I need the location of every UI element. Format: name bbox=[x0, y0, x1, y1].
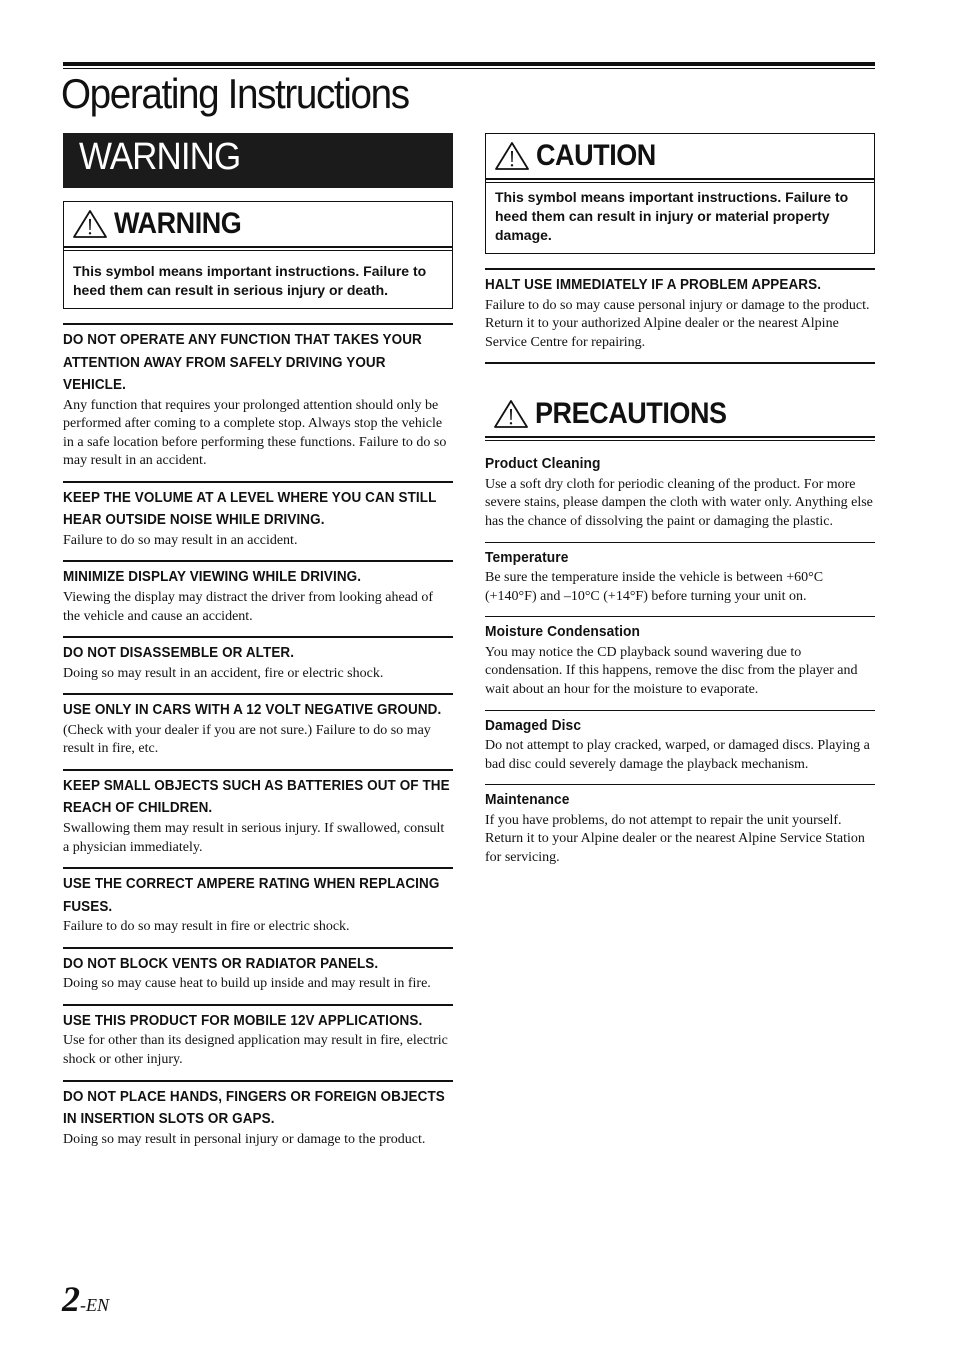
precaution-item-heading: Temperature bbox=[485, 549, 569, 566]
warning-item bbox=[63, 323, 453, 471]
warning-item-heading: USE ONLY IN CARS WITH A 12 VOLT NEGATIVE GROUND. bbox=[63, 702, 442, 719]
warning-item bbox=[63, 560, 453, 626]
precautions-header bbox=[485, 392, 875, 438]
caution-item-body: Failure to do so may cause personal injury or damage to the product. Return it to your authorized Alpine dealer or the nearest Alpine Service Centre for repairing. bbox=[485, 297, 870, 350]
precaution-item bbox=[485, 784, 875, 867]
warning-item-body: Doing so may cause heat to build up inside and may result in fire. bbox=[63, 976, 431, 992]
top-rule-thin bbox=[63, 68, 875, 69]
warning-item-heading: DO NOT OPERATE ANY FUNCTION THAT TAKES YOUR ATTENTION AWAY FROM SAFELY DRIVING YOUR VEHICLE. bbox=[63, 332, 422, 393]
precaution-item-heading: Product Cleaning bbox=[485, 456, 601, 473]
caution-symbol-text: This symbol means important instructions. Failure to heed them can result in injury or material property damage. bbox=[495, 189, 849, 243]
right-column bbox=[485, 133, 875, 868]
warning-banner bbox=[63, 133, 453, 188]
precaution-item-heading: Maintenance bbox=[485, 792, 570, 809]
warning-item-heading: MINIMIZE DISPLAY VIEWING WHILE DRIVING. bbox=[63, 569, 362, 586]
precaution-item-body: Do not attempt to play cracked, warped, or damaged discs. Playing a bad disc could severely damage the playback mechanism. bbox=[485, 738, 870, 772]
warning-symbol-text: This symbol means important instructions. Failure to heed them can result in serious injury or death. bbox=[73, 263, 427, 298]
top-rule bbox=[63, 62, 875, 66]
warning-item-body: Any function that requires your prolonged attention should only be performed after coming to a complete stop. Always stop the vehicle in a safe location before performing these functions. Failure to do so may result in an accident. bbox=[63, 397, 447, 469]
warning-triangle-icon bbox=[493, 399, 529, 429]
caution-end-rule bbox=[485, 362, 875, 364]
warning-symbol-heading: WARNING bbox=[114, 207, 242, 240]
left-column bbox=[63, 133, 453, 1149]
precaution-item-heading: Damaged Disc bbox=[485, 717, 582, 734]
warning-item bbox=[63, 693, 453, 759]
warning-item-heading: KEEP THE VOLUME AT A LEVEL WHERE YOU CAN STILL HEAR OUTSIDE NOISE WHILE DRIVING. bbox=[63, 489, 437, 529]
precautions-heading: PRECAUTIONS bbox=[535, 397, 727, 431]
warning-item-heading: DO NOT DISASSEMBLE OR ALTER. bbox=[63, 645, 295, 662]
caution-symbol-heading: CAUTION bbox=[536, 139, 656, 172]
warning-symbol-header bbox=[64, 202, 452, 248]
caution-item bbox=[485, 268, 875, 352]
warning-items-list bbox=[63, 323, 453, 1149]
warning-item-body: Doing so may result in personal injury or damage to the product. bbox=[63, 1131, 426, 1147]
warning-symbol-box bbox=[63, 201, 453, 309]
page-title: Operating Instructions bbox=[61, 70, 409, 117]
warning-item bbox=[63, 867, 453, 937]
precaution-item bbox=[485, 449, 875, 531]
warning-item-body: Swallowing them may result in serious injury. If swallowed, consult a physician immediately. bbox=[63, 820, 445, 855]
warning-item-body: Doing so may result in an accident, fire or electric shock. bbox=[63, 665, 384, 681]
warning-item-body: Use for other than its designed application may result in fire, electric shock or other injury. bbox=[63, 1033, 448, 1067]
page-number-value: 2 bbox=[62, 1279, 80, 1319]
caution-items-list bbox=[485, 268, 875, 352]
warning-item-body: Viewing the display may distract the driver from looking ahead of the vehicle and cause an accident. bbox=[63, 589, 434, 624]
warning-triangle-icon bbox=[494, 141, 530, 171]
warning-item-heading: DO NOT BLOCK VENTS OR RADIATOR PANELS. bbox=[63, 955, 379, 972]
warning-banner-label: WARNING bbox=[79, 136, 241, 178]
precaution-item bbox=[485, 616, 875, 699]
warning-item-heading: USE THE CORRECT AMPERE RATING WHEN REPLACING FUSES. bbox=[63, 876, 440, 915]
warning-item-body: (Check with your dealer if you are not sure.) Failure to do so may result in fire, etc. bbox=[63, 722, 431, 757]
warning-item bbox=[63, 481, 453, 551]
precaution-item-body: If you have problems, do not attempt to repair the unit yourself. Return it to your Alpine dealer or the nearest Alpine Service Station for servicing. bbox=[485, 812, 865, 865]
warning-item bbox=[63, 947, 453, 994]
precaution-item-body: Be sure the temperature inside the vehicle is between +60°C (+140°F) and –10°C (+14°F) before turning your unit on. bbox=[485, 570, 824, 604]
warning-item-body: Failure to do so may result in fire or electric shock. bbox=[63, 919, 350, 935]
precaution-item bbox=[485, 542, 875, 607]
page-number-suffix: -EN bbox=[80, 1295, 109, 1315]
page-number bbox=[62, 1278, 109, 1320]
precaution-item-body: Use a soft dry cloth for periodic cleaning of the product. For more severe stains, please dampen the cloth with water only. Anything else has the chance of dissolving the paint or damaging the plastic. bbox=[485, 476, 873, 529]
warning-item bbox=[63, 1080, 453, 1150]
precaution-item-body: You may notice the CD playback sound wavering due to condensation. If this happens, remove the disc from the player and wait about an hour for the moisture to evaporate. bbox=[485, 644, 858, 697]
precautions-list bbox=[485, 449, 875, 867]
warning-item-body: Failure to do so may result in an accident. bbox=[63, 532, 298, 548]
caution-symbol-header bbox=[486, 134, 874, 180]
warning-item-heading: DO NOT PLACE HANDS, FINGERS OR FOREIGN OBJECTS IN INSERTION SLOTS OR GAPS. bbox=[63, 1088, 445, 1127]
caution-symbol-box bbox=[485, 133, 875, 254]
warning-item bbox=[63, 1004, 453, 1070]
warning-triangle-icon bbox=[72, 209, 108, 239]
warning-item-heading: USE THIS PRODUCT FOR MOBILE 12V APPLICATIONS. bbox=[63, 1012, 423, 1029]
precaution-item bbox=[485, 710, 875, 775]
precaution-item-heading: Moisture Condensation bbox=[485, 624, 641, 641]
warning-item-heading: KEEP SMALL OBJECTS SUCH AS BATTERIES OUT OF THE REACH OF CHILDREN. bbox=[63, 777, 450, 817]
warning-item bbox=[63, 636, 453, 683]
warning-item bbox=[63, 769, 453, 857]
caution-item-heading: HALT USE IMMEDIATELY IF A PROBLEM APPEARS. bbox=[485, 277, 822, 293]
